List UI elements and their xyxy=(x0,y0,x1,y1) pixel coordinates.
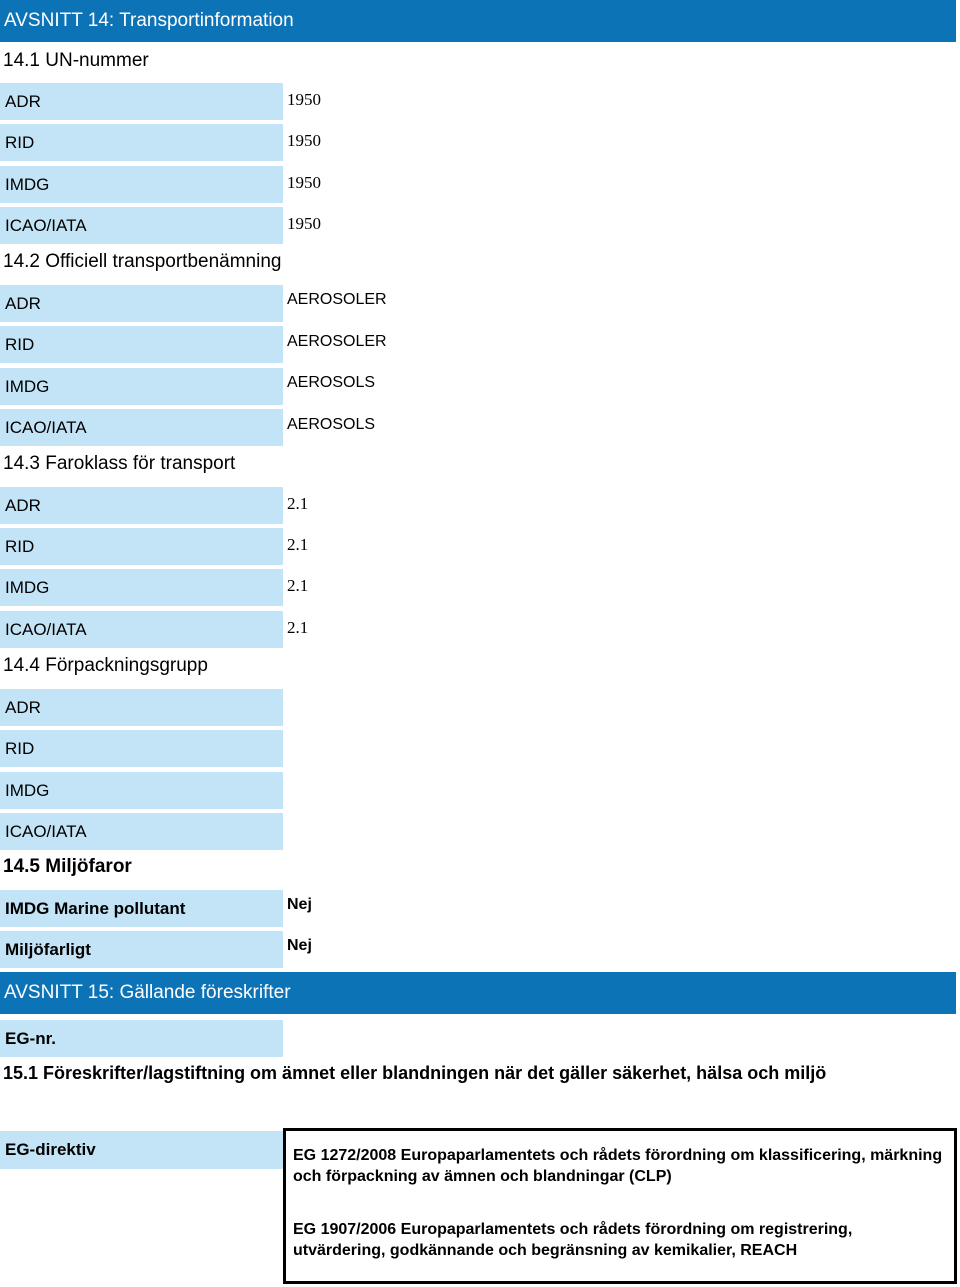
shipping-name-heading: 14.2 Officiell transportbenämning xyxy=(3,251,282,272)
regulation-reach: EG 1907/2006 Europaparlamentets och rådets förordning om registrering, utvärdering, godkännande och begränsning av kemikalier, REACH xyxy=(293,1221,853,1259)
hazard-class-rid-value: 2.1 xyxy=(287,535,309,554)
packing-group-imdg-label: IMDG xyxy=(0,772,283,809)
hazard-class-adr-value: 2.1 xyxy=(287,494,309,513)
hazard-class-heading: 14.3 Faroklass för transport xyxy=(3,453,236,474)
packing-group-rid-label: RID xyxy=(0,730,283,767)
packing-group-adr-label: ADR xyxy=(0,689,283,726)
eg-number-label: EG-nr. xyxy=(0,1020,283,1057)
un-number-rid-value: 1950 xyxy=(287,131,321,150)
shipping-name-icao-value: AEROSOLS xyxy=(287,416,376,433)
environmentally-hazardous-value: Nej xyxy=(287,937,312,954)
section-14-title: AVSNITT 14: Transportinformation xyxy=(4,10,294,31)
environmentally-hazardous-label: Miljöfarligt xyxy=(0,931,283,968)
shipping-name-icao-label: ICAO/IATA xyxy=(0,409,283,446)
packing-group-heading: 14.4 Förpackningsgrupp xyxy=(3,655,208,676)
environmental-hazards-heading: 14.5 Miljöfaror xyxy=(3,856,132,877)
shipping-name-imdg-label: IMDG xyxy=(0,368,283,405)
un-number-heading: 14.1 UN-nummer xyxy=(3,50,149,71)
hazard-class-imdg-value: 2.1 xyxy=(287,576,309,595)
shipping-name-imdg-value: AEROSOLS xyxy=(287,374,376,391)
hazard-class-icao-label: ICAO/IATA xyxy=(0,611,283,648)
shipping-name-adr-value: AEROSOLER xyxy=(287,291,387,308)
section-15-banner xyxy=(0,972,956,1014)
un-number-rid-label: RID xyxy=(0,124,283,161)
shipping-name-adr-label: ADR xyxy=(0,285,283,322)
section-15-title: AVSNITT 15: Gällande föreskrifter xyxy=(4,982,291,1003)
un-number-icao-value: 1950 xyxy=(287,214,321,233)
regulation-clp: EG 1272/2008 Europaparlamentets och rådets förordning om klassificering, märkning och förpackning av ämnen och blandningar (CLP) xyxy=(293,1147,943,1185)
un-number-adr-value: 1950 xyxy=(287,90,321,109)
hazard-class-adr-label: ADR xyxy=(0,487,283,524)
un-number-imdg-value: 1950 xyxy=(287,173,321,192)
hazard-class-icao-value: 2.1 xyxy=(287,618,309,637)
marine-pollutant-value: Nej xyxy=(287,896,312,913)
eg-directive-label: EG-direktiv xyxy=(0,1131,283,1169)
hazard-class-rid-label: RID xyxy=(0,528,283,565)
shipping-name-rid-label: RID xyxy=(0,326,283,363)
regulations-heading: 15.1 Föreskrifter/lagstiftning om ämnet eller blandningen när det gäller säkerhet, hälsa och miljö xyxy=(3,1063,827,1083)
un-number-imdg-label: IMDG xyxy=(0,166,283,203)
packing-group-icao-label: ICAO/IATA xyxy=(0,813,283,850)
marine-pollutant-label: IMDG Marine pollutant xyxy=(0,890,283,927)
shipping-name-rid-value: AEROSOLER xyxy=(287,333,387,350)
un-number-adr-label: ADR xyxy=(0,83,283,120)
hazard-class-imdg-label: IMDG xyxy=(0,569,283,606)
section-14-banner xyxy=(0,0,956,42)
un-number-icao-label: ICAO/IATA xyxy=(0,207,283,244)
